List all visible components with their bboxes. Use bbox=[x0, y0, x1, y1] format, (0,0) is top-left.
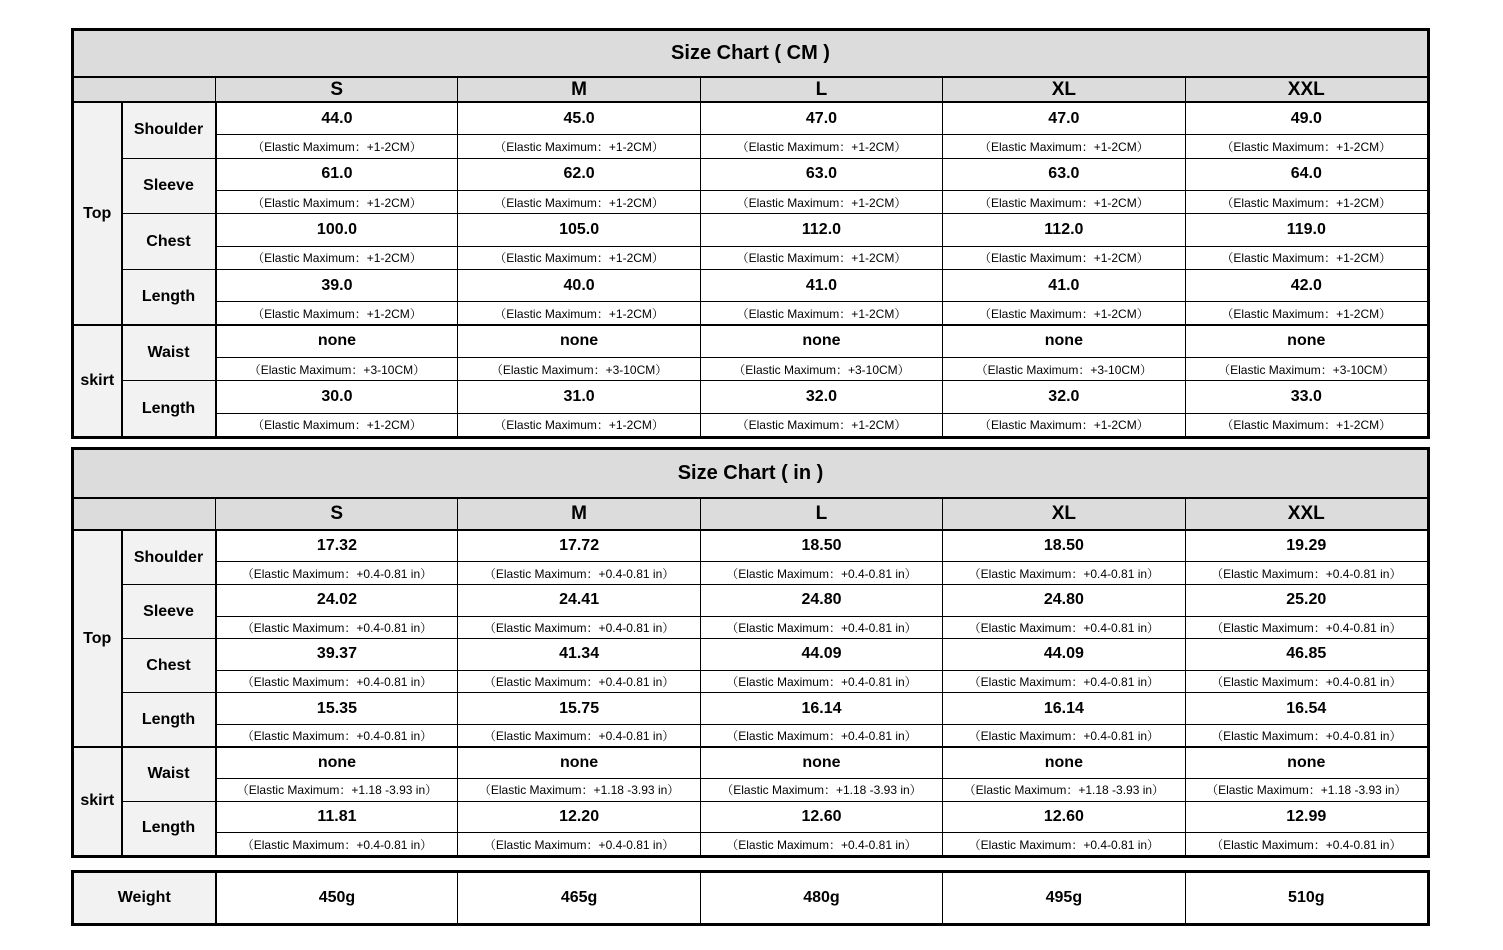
measurement-value: 17.32 bbox=[216, 530, 458, 562]
elastic-note: （Elastic Maximum：+0.4-0.81 in） bbox=[458, 562, 700, 584]
elastic-note: （Elastic Maximum：+1-2CM） bbox=[1185, 135, 1427, 158]
size-header: XL bbox=[943, 77, 1185, 102]
header-corner bbox=[74, 77, 216, 102]
measurement-value: 119.0 bbox=[1185, 214, 1427, 246]
measurement-value: none bbox=[1185, 747, 1427, 779]
measurement-value: 30.0 bbox=[216, 381, 458, 413]
header-row bbox=[74, 77, 1428, 102]
measurement-value: 41.0 bbox=[700, 269, 942, 301]
measurement-value: none bbox=[216, 747, 458, 779]
measurement-value: 44.0 bbox=[216, 102, 458, 134]
measurement-value: 105.0 bbox=[458, 214, 700, 246]
title-row bbox=[74, 450, 1428, 498]
measurement-value: 31.0 bbox=[458, 381, 700, 413]
measurement-value: 40.0 bbox=[458, 269, 700, 301]
elastic-note: （Elastic Maximum：+1-2CM） bbox=[1185, 246, 1427, 269]
measurement-value: 63.0 bbox=[700, 158, 942, 190]
elastic-note: （Elastic Maximum：+0.4-0.81 in） bbox=[216, 616, 458, 638]
elastic-note: （Elastic Maximum：+0.4-0.81 in） bbox=[216, 670, 458, 692]
size-chart-cm bbox=[71, 28, 1430, 439]
elastic-note: （Elastic Maximum：+1-2CM） bbox=[1185, 302, 1427, 325]
measurement-value: none bbox=[700, 747, 942, 779]
elastic-note: （Elastic Maximum：+1-2CM） bbox=[700, 413, 942, 436]
measurement-value: 46.85 bbox=[1185, 639, 1427, 671]
measurement-value: 24.80 bbox=[700, 584, 942, 616]
measurement-label: Length bbox=[122, 801, 216, 855]
measurement-value: 19.29 bbox=[1185, 530, 1427, 562]
elastic-note-row bbox=[74, 670, 1428, 692]
measurement-value: none bbox=[1185, 325, 1427, 357]
elastic-note: （Elastic Maximum：+1-2CM） bbox=[458, 302, 700, 325]
elastic-note: （Elastic Maximum：+0.4-0.81 in） bbox=[216, 724, 458, 746]
elastic-note: （Elastic Maximum：+0.4-0.81 in） bbox=[700, 562, 942, 584]
measurement-label: Chest bbox=[122, 639, 216, 693]
measurement-value: none bbox=[216, 325, 458, 357]
group-label: Top bbox=[74, 102, 122, 325]
weight-row bbox=[74, 873, 1428, 924]
measurement-label: Waist bbox=[122, 747, 216, 801]
elastic-note: （Elastic Maximum：+1-2CM） bbox=[700, 190, 942, 213]
elastic-note: （Elastic Maximum：+0.4-0.81 in） bbox=[1185, 616, 1427, 638]
measurement-row bbox=[74, 102, 1428, 134]
chart-title: Size Chart ( in ) bbox=[74, 450, 1428, 498]
measurement-value: 47.0 bbox=[700, 102, 942, 134]
size-header: M bbox=[458, 77, 700, 102]
elastic-note: （Elastic Maximum：+1.18 -3.93 in） bbox=[700, 779, 942, 801]
measurement-value: none bbox=[943, 325, 1185, 357]
group-label: skirt bbox=[74, 325, 122, 436]
elastic-note: （Elastic Maximum：+0.4-0.81 in） bbox=[458, 833, 700, 856]
measurement-value: 112.0 bbox=[700, 214, 942, 246]
elastic-note: （Elastic Maximum：+3-10CM） bbox=[458, 357, 700, 380]
size-header: S bbox=[216, 498, 458, 531]
measurement-value: 112.0 bbox=[943, 214, 1185, 246]
size-chart-in-table bbox=[73, 449, 1428, 856]
elastic-note: （Elastic Maximum：+1-2CM） bbox=[458, 413, 700, 436]
measurement-value: 42.0 bbox=[1185, 269, 1427, 301]
group-label: Top bbox=[74, 530, 122, 747]
measurement-value: 15.75 bbox=[458, 693, 700, 725]
elastic-note: （Elastic Maximum：+1.18 -3.93 in） bbox=[458, 779, 700, 801]
measurement-label: Sleeve bbox=[122, 584, 216, 638]
measurement-value: 64.0 bbox=[1185, 158, 1427, 190]
elastic-note-row bbox=[74, 779, 1428, 801]
measurement-value: 12.99 bbox=[1185, 801, 1427, 833]
elastic-note: （Elastic Maximum：+1.18 -3.93 in） bbox=[1185, 779, 1427, 801]
elastic-note: （Elastic Maximum：+1-2CM） bbox=[458, 190, 700, 213]
size-header: M bbox=[458, 498, 700, 531]
measurement-label: Length bbox=[122, 269, 216, 325]
measurement-value: 15.35 bbox=[216, 693, 458, 725]
elastic-note: （Elastic Maximum：+0.4-0.81 in） bbox=[700, 670, 942, 692]
measurement-value: 16.14 bbox=[700, 693, 942, 725]
measurement-row bbox=[74, 747, 1428, 779]
measurement-label: Shoulder bbox=[122, 530, 216, 584]
measurement-label: Shoulder bbox=[122, 102, 216, 158]
measurement-value: 47.0 bbox=[943, 102, 1185, 134]
elastic-note: （Elastic Maximum：+1-2CM） bbox=[943, 190, 1185, 213]
elastic-note: （Elastic Maximum：+1-2CM） bbox=[943, 302, 1185, 325]
chart-title: Size Chart ( CM ) bbox=[74, 31, 1428, 78]
measurement-row bbox=[74, 214, 1428, 246]
measurement-value: 12.20 bbox=[458, 801, 700, 833]
elastic-note: （Elastic Maximum：+3-10CM） bbox=[943, 357, 1185, 380]
header-corner bbox=[74, 498, 216, 531]
size-header: XXL bbox=[1185, 77, 1427, 102]
measurement-value: 32.0 bbox=[700, 381, 942, 413]
size-header: L bbox=[700, 498, 942, 531]
header-row bbox=[74, 498, 1428, 531]
elastic-note: （Elastic Maximum：+1-2CM） bbox=[700, 302, 942, 325]
size-chart-cm-table bbox=[73, 30, 1428, 437]
measurement-label: Length bbox=[122, 693, 216, 747]
elastic-note: （Elastic Maximum：+1-2CM） bbox=[458, 246, 700, 269]
measurement-value: none bbox=[943, 747, 1185, 779]
group-label: skirt bbox=[74, 747, 122, 856]
elastic-note: （Elastic Maximum：+0.4-0.81 in） bbox=[700, 724, 942, 746]
measurement-value: 11.81 bbox=[216, 801, 458, 833]
measurement-value: 45.0 bbox=[458, 102, 700, 134]
elastic-note: （Elastic Maximum：+1-2CM） bbox=[700, 135, 942, 158]
elastic-note: （Elastic Maximum：+0.4-0.81 in） bbox=[1185, 833, 1427, 856]
size-chart-in bbox=[71, 447, 1430, 858]
elastic-note: （Elastic Maximum：+1-2CM） bbox=[458, 135, 700, 158]
measurement-value: 41.34 bbox=[458, 639, 700, 671]
elastic-note: （Elastic Maximum：+3-10CM） bbox=[1185, 357, 1427, 380]
measurement-row bbox=[74, 693, 1428, 725]
measurement-row bbox=[74, 158, 1428, 190]
elastic-note-row bbox=[74, 190, 1428, 213]
weight-label: Weight bbox=[74, 873, 216, 924]
elastic-note-row bbox=[74, 833, 1428, 856]
measurement-value: 25.20 bbox=[1185, 584, 1427, 616]
elastic-note: （Elastic Maximum：+1-2CM） bbox=[1185, 190, 1427, 213]
elastic-note: （Elastic Maximum：+1.18 -3.93 in） bbox=[943, 779, 1185, 801]
elastic-note: （Elastic Maximum：+1-2CM） bbox=[943, 246, 1185, 269]
elastic-note: （Elastic Maximum：+0.4-0.81 in） bbox=[216, 833, 458, 856]
measurement-value: 63.0 bbox=[943, 158, 1185, 190]
measurement-value: 12.60 bbox=[700, 801, 942, 833]
weight-value: 510g bbox=[1185, 873, 1427, 924]
measurement-value: none bbox=[700, 325, 942, 357]
elastic-note: （Elastic Maximum：+0.4-0.81 in） bbox=[943, 562, 1185, 584]
measurement-value: 100.0 bbox=[216, 214, 458, 246]
size-header: L bbox=[700, 77, 942, 102]
elastic-note: （Elastic Maximum：+0.4-0.81 in） bbox=[1185, 724, 1427, 746]
measurement-row bbox=[74, 269, 1428, 301]
measurement-value: 18.50 bbox=[700, 530, 942, 562]
elastic-note: （Elastic Maximum：+0.4-0.81 in） bbox=[943, 670, 1185, 692]
elastic-note: （Elastic Maximum：+0.4-0.81 in） bbox=[1185, 670, 1427, 692]
elastic-note: （Elastic Maximum：+1-2CM） bbox=[216, 413, 458, 436]
measurement-value: 39.0 bbox=[216, 269, 458, 301]
size-header: S bbox=[216, 77, 458, 102]
measurement-value: 62.0 bbox=[458, 158, 700, 190]
elastic-note: （Elastic Maximum：+1-2CM） bbox=[1185, 413, 1427, 436]
elastic-note: （Elastic Maximum：+1-2CM） bbox=[700, 246, 942, 269]
elastic-note: （Elastic Maximum：+1-2CM） bbox=[216, 190, 458, 213]
measurement-label: Waist bbox=[122, 325, 216, 381]
size-header: XL bbox=[943, 498, 1185, 531]
elastic-note-row bbox=[74, 724, 1428, 746]
measurement-value: 61.0 bbox=[216, 158, 458, 190]
measurement-row bbox=[74, 801, 1428, 833]
measurement-value: 32.0 bbox=[943, 381, 1185, 413]
elastic-note: （Elastic Maximum：+1-2CM） bbox=[943, 413, 1185, 436]
measurement-row bbox=[74, 381, 1428, 413]
elastic-note-row bbox=[74, 616, 1428, 638]
measurement-row bbox=[74, 639, 1428, 671]
elastic-note: （Elastic Maximum：+0.4-0.81 in） bbox=[700, 616, 942, 638]
elastic-note: （Elastic Maximum：+0.4-0.81 in） bbox=[700, 833, 942, 856]
size-header: XXL bbox=[1185, 498, 1427, 531]
measurement-value: none bbox=[458, 325, 700, 357]
elastic-note-row bbox=[74, 246, 1428, 269]
measurement-value: 16.14 bbox=[943, 693, 1185, 725]
elastic-note-row bbox=[74, 135, 1428, 158]
elastic-note-row bbox=[74, 413, 1428, 436]
elastic-note: （Elastic Maximum：+0.4-0.81 in） bbox=[943, 724, 1185, 746]
measurement-value: 41.0 bbox=[943, 269, 1185, 301]
weight-value: 495g bbox=[943, 873, 1185, 924]
weight-value: 450g bbox=[216, 873, 458, 924]
measurement-value: 24.02 bbox=[216, 584, 458, 616]
measurement-value: 49.0 bbox=[1185, 102, 1427, 134]
measurement-value: 33.0 bbox=[1185, 381, 1427, 413]
elastic-note: （Elastic Maximum：+1-2CM） bbox=[216, 135, 458, 158]
elastic-note: （Elastic Maximum：+1-2CM） bbox=[216, 246, 458, 269]
elastic-note: （Elastic Maximum：+0.4-0.81 in） bbox=[943, 616, 1185, 638]
measurement-value: 16.54 bbox=[1185, 693, 1427, 725]
measurement-row bbox=[74, 325, 1428, 357]
weight-value: 465g bbox=[458, 873, 700, 924]
measurement-row bbox=[74, 530, 1428, 562]
elastic-note: （Elastic Maximum：+1.18 -3.93 in） bbox=[216, 779, 458, 801]
measurement-label: Chest bbox=[122, 214, 216, 270]
elastic-note: （Elastic Maximum：+0.4-0.81 in） bbox=[1185, 562, 1427, 584]
measurement-label: Length bbox=[122, 381, 216, 437]
measurement-row bbox=[74, 584, 1428, 616]
elastic-note: （Elastic Maximum：+0.4-0.81 in） bbox=[216, 562, 458, 584]
measurement-value: 24.80 bbox=[943, 584, 1185, 616]
measurement-value: none bbox=[458, 747, 700, 779]
weight-value: 480g bbox=[700, 873, 942, 924]
measurement-value: 17.72 bbox=[458, 530, 700, 562]
elastic-note: （Elastic Maximum：+0.4-0.81 in） bbox=[458, 724, 700, 746]
measurement-value: 39.37 bbox=[216, 639, 458, 671]
elastic-note-row bbox=[74, 562, 1428, 584]
elastic-note: （Elastic Maximum：+1-2CM） bbox=[943, 135, 1185, 158]
elastic-note: （Elastic Maximum：+0.4-0.81 in） bbox=[458, 670, 700, 692]
elastic-note-row bbox=[74, 302, 1428, 325]
elastic-note: （Elastic Maximum：+1-2CM） bbox=[216, 302, 458, 325]
elastic-note: （Elastic Maximum：+0.4-0.81 in） bbox=[943, 833, 1185, 856]
weight-table bbox=[71, 870, 1430, 926]
measurement-value: 18.50 bbox=[943, 530, 1185, 562]
measurement-value: 24.41 bbox=[458, 584, 700, 616]
elastic-note: （Elastic Maximum：+0.4-0.81 in） bbox=[458, 616, 700, 638]
measurement-label: Sleeve bbox=[122, 158, 216, 214]
elastic-note: （Elastic Maximum：+3-10CM） bbox=[216, 357, 458, 380]
measurement-value: 44.09 bbox=[700, 639, 942, 671]
title-row bbox=[74, 31, 1428, 78]
measurement-value: 12.60 bbox=[943, 801, 1185, 833]
measurement-value: 44.09 bbox=[943, 639, 1185, 671]
elastic-note: （Elastic Maximum：+3-10CM） bbox=[700, 357, 942, 380]
elastic-note-row bbox=[74, 357, 1428, 380]
